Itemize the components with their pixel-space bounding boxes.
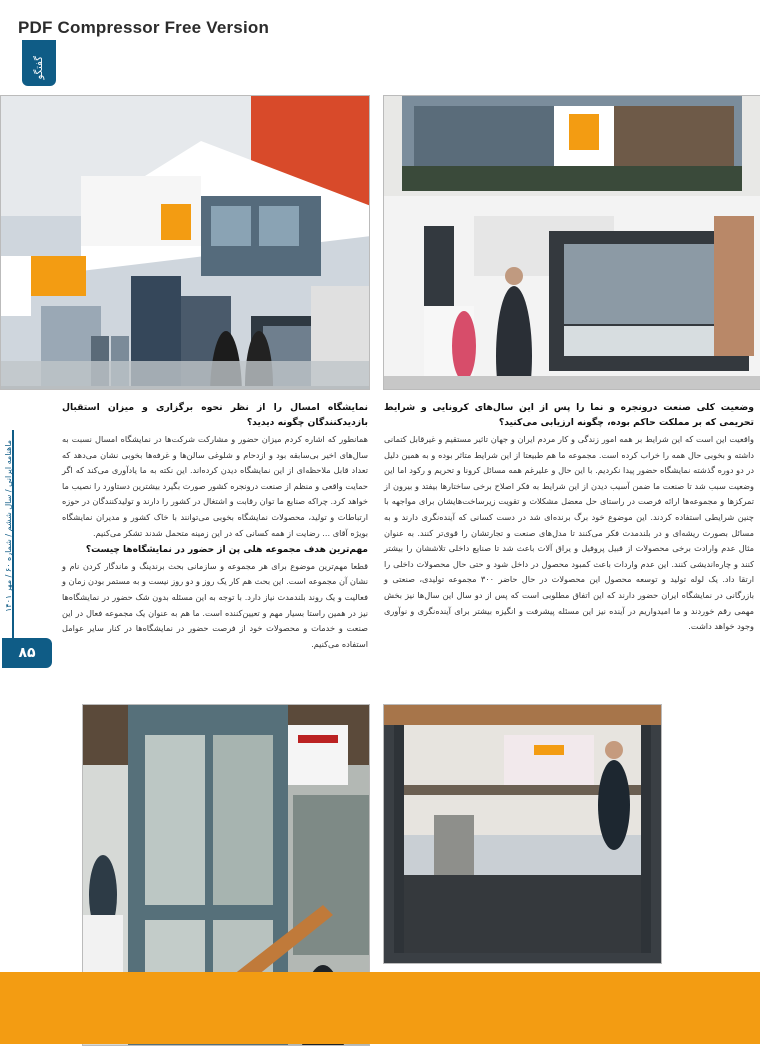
watermark-text: PDF Compressor Free Version bbox=[18, 18, 270, 37]
right-text-column bbox=[384, 400, 754, 635]
section-label: گفتگو bbox=[33, 56, 45, 80]
footer-bar bbox=[0, 972, 760, 1044]
left-text-column bbox=[62, 400, 368, 652]
section-tab bbox=[22, 40, 56, 86]
right-column-heading: وضعیت کلی صنعت درونجره و نما را پس از این سال‌های کرونایی و شرایط تحریمی که بر مملکت حاکم بوده، چگونه ارزیابی می‌کنید؟ bbox=[384, 402, 754, 428]
booth-photo-left bbox=[0, 95, 370, 390]
sliding-window-photo-graphic bbox=[384, 705, 661, 963]
left-column-body-1: همانطور که اشاره کردم میزان حضور و مشارکت شرکت‌ها در نمایشگاه امسال نسبت به سال‌های اخیر بی‌سابقه بود و ازدحام و شلوغی سالن‌ها و غرفه‌ها بخوبی نشان می‌دهد که تعداد قابل ملاحظه‌ای از این نمایشگاه دیدن کرده‌اند. این نکته به ما یادآوری می‌کند که اگر حمایت واقعی و منظم از صنعت درونجره کشور صورت بگیرد بیشترین دستاورد را نصیب ما خواهد کرد. چراکه صنایع ما توان رقابت و اشتغال در کشور را دارند و تولیدکنندگان در حوزه ارتباطات و تولید، محصولات نمایشگاه بخوبی می‌توانند با خاک کشور و مدیران نمایشگاه بویژه آقای ... رضایت از همه کسانی که در این زمینه متحمل شدند تشکر می‌کنیم. bbox=[62, 434, 368, 538]
left-column-subheading: مهم‌ترین هدف مجموعه هلی پن از حضور در نمایشگاه‌ها چیست؟ bbox=[85, 545, 368, 556]
booth-photo-right-graphic bbox=[384, 96, 760, 389]
booth-photo-right bbox=[383, 95, 760, 390]
right-column-body: واقعیت این است که این شرایط بر همه امور زندگی و کار مردم ایران و جهان تاثیر مستقیم و غیرقابل کتمانی داشته و بخوبی حال همه را خراب کرده است. مجموعه ما هم طبیعتا از این شرایط متاثر بوده و به همین دلیل در دو دوره گذشته نمایشگاه حضور پیدا نکردیم. با این حال و علیرغم همه مسائل کرونا و تحریم و رکود اما این وضعیت سبب شد تا صنعت ما ضمن آسیب دیدن از این شرایط به فکر اصلاح برخی ساختارها بیفتد و بیرون از تمرکزها و مجموعه‌ها ارائه فرصت در راستای حل معضل مشکلات و تقویت زیرساخت‌هایشان برای مواجهه با چنین شرایطی استفاده کردند. این موضوع خود برگ برنده‌ای شد در دست کسانی که آینده‌نگری دارند و به مسائل بصورت ریشه‌ای و در بلندمدت فکر می‌کنند تا مدل‌های صنعت و تجارتشان را قوی‌تر کنند. به عنوان مثال عدم وارادت برخی محصولات از قبیل پروفیل و یراق آلات باعث شد تا صنایع داخلی تلاششان را بیشتر کنند و چاره‌اندیشی کنند. این عدم واردات باعث کمبود محصول در داخل شود و حتی حال محصولات داخلی را ارتقا داد. یک لوله تولید و توسعه محصول این محصولات در حال حاضر ۳۰۰ مجموعه تولیدی، صنعتی و بازرگانی در نمایشگاه ایران حضور دارند که این اتفاق مطلوبی است که پس از دو سال این سال‌ها نیز بخش مهمی رقم خوردند و ما امیدواریم در آینده نیز این مسئله پیشرفت و انگیزه بیشتر برای آینده‌نگری و نوآوری وجود خواهد داشت. bbox=[384, 434, 754, 632]
left-column-body-2: قطعا مهم‌ترین موضوع برای هر مجموعه و سازمانی بحث برندینگ و ماندگار کردن نام و نشان آن مجموعه است. این بحث هم کار یک روز و دو روز نیست و به مستمر بودن زمان و فعالیت و یک روند بلندمدت نیاز دارد. با توجه به این مسئله بدون شک حضور در نمایشگاه‌ها نیز در همین راستا بسیار مهم و تعیین‌کننده است. ما هم به عنوان یک مجموعه فعال در این صنعت و خدمات و محصولات خود از فرصت حضور در نمایشگاه‌ها در کنار سایر عوامل استفاده می‌کنیم. bbox=[62, 560, 368, 649]
booth-photo-left-graphic bbox=[1, 96, 369, 389]
left-column-heading: نمایشگاه امسال را از نظر نحوه برگزاری و میزان استقبال بازدیدکنندگان چگونه دیدید؟ bbox=[62, 402, 368, 428]
page-number: ۸۵ bbox=[2, 638, 52, 668]
sliding-window-photo bbox=[383, 704, 662, 964]
side-caption: ماهنامه ایرانی / سال ششم / شماره ۶۰ / مهر ۱۴۰۱ bbox=[4, 440, 13, 612]
